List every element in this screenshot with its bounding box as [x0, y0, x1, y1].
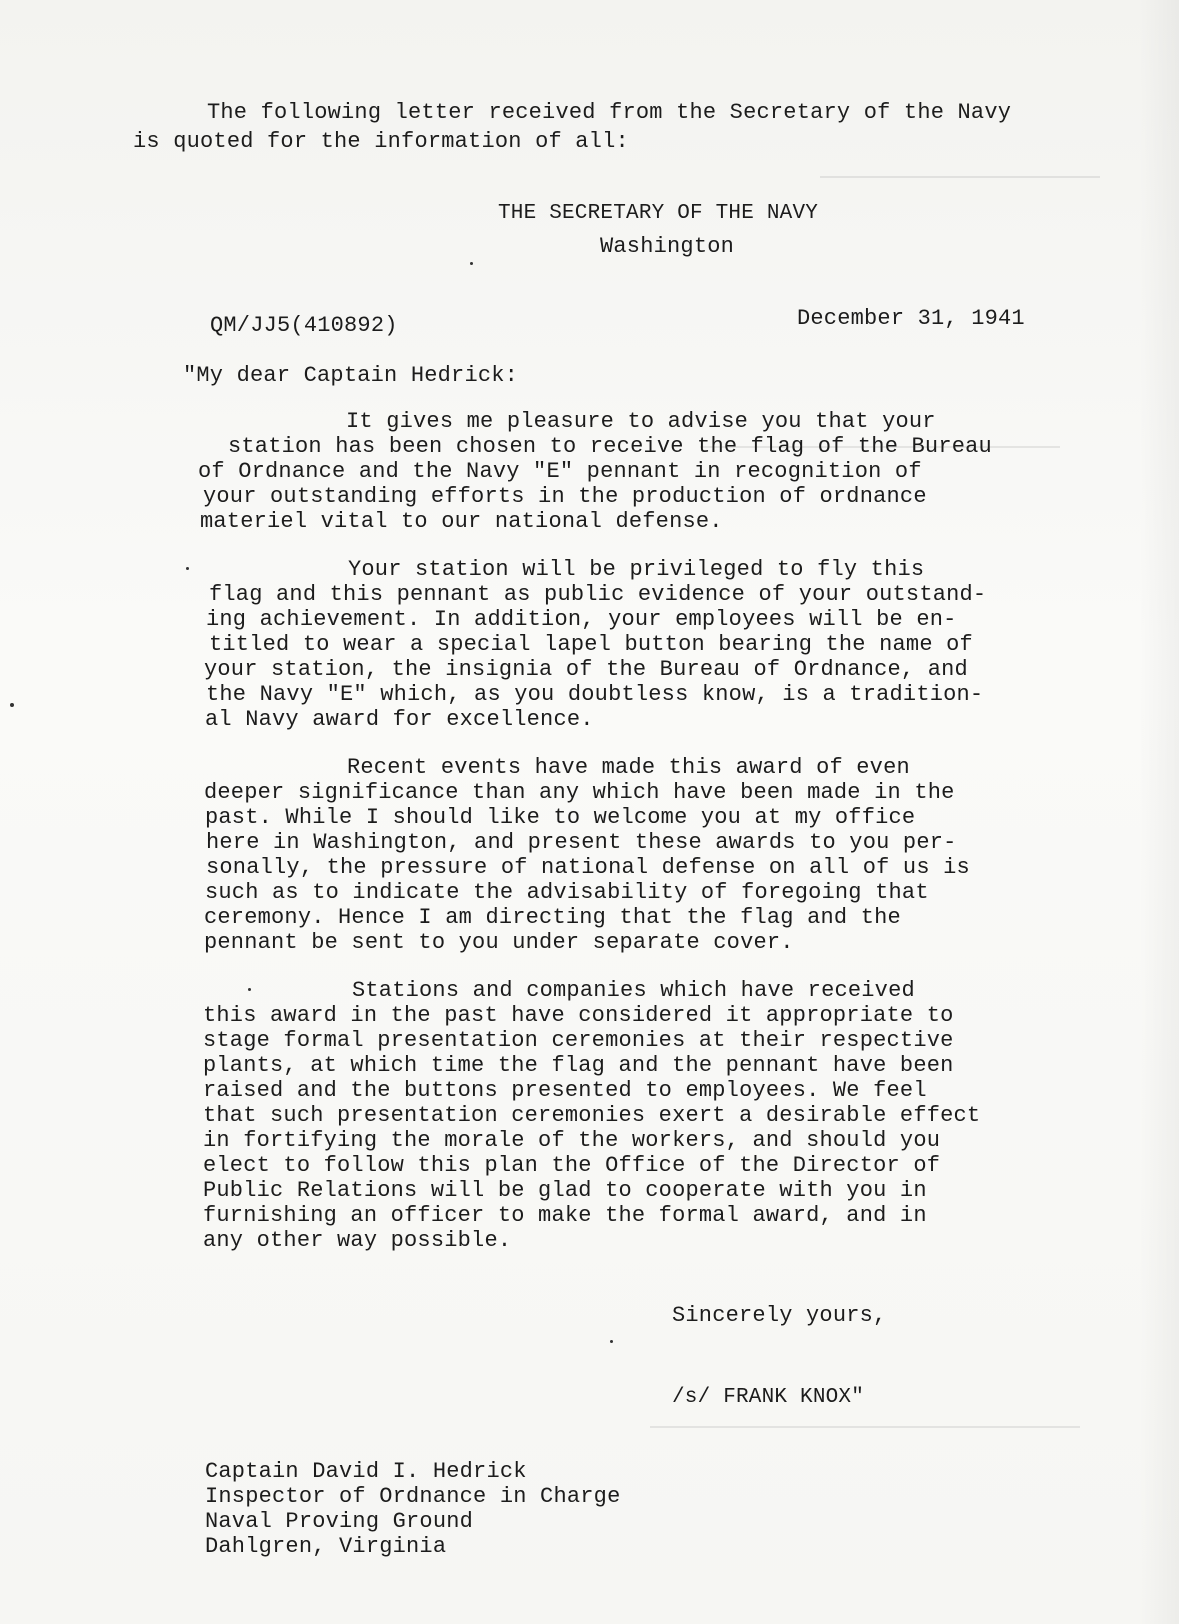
paragraph-line: station has been chosen to receive the flag of the Bureau: [228, 434, 992, 459]
paragraph-line: al Navy award for excellence.: [205, 707, 594, 732]
letter-date: December 31, 1941: [797, 306, 1025, 331]
intro-line: is quoted for the information of all:: [133, 129, 629, 154]
paragraph-line: Your station will be privileged to fly this: [348, 557, 925, 582]
ink-speck: [470, 262, 473, 265]
addressee-line: Naval Proving Ground: [205, 1509, 474, 1534]
paragraph-line: Public Relations will be glad to cooperate with you in: [203, 1178, 927, 1203]
closing: Sincerely yours,: [672, 1303, 887, 1328]
paragraph-line: pennant be sent to you under separate cover.: [204, 930, 794, 955]
ink-speck: [10, 703, 14, 707]
paragraph-line: this award in the past have considered it appropriate to: [203, 1003, 954, 1028]
reference-code: QM/JJ5(410892): [210, 313, 398, 338]
paragraph-line: furnishing an officer to make the formal award, and in: [203, 1203, 927, 1228]
paragraph-line: Stations and companies which have received: [352, 978, 915, 1003]
paragraph-line: raised and the buttons presented to employees. We feel: [203, 1078, 927, 1103]
paragraph-line: any other way possible.: [203, 1228, 512, 1253]
paragraph-line: deeper significance than any which have been made in the: [204, 780, 955, 805]
page-edge-shadow: [1139, 0, 1179, 1624]
signature: /s/ FRANK KNOX": [672, 1386, 865, 1409]
paragraph-line: titled to wear a special lapel button bearing the name of: [209, 632, 973, 657]
paragraph-line: ceremony. Hence I am directing that the flag and the: [204, 905, 901, 930]
paragraph-line: such as to indicate the advisability of foregoing that: [205, 880, 929, 905]
paragraph-line: that such presentation ceremonies exert a desirable effect: [203, 1103, 981, 1128]
bleed-through-mark: [820, 150, 1100, 178]
paragraph-line: the Navy "E" which, as you doubtless know, is a tradition-: [206, 682, 984, 707]
addressee-line: Inspector of Ordnance in Charge: [205, 1484, 621, 1509]
ink-speck: [186, 567, 189, 570]
letterhead-title: THE SECRETARY OF THE NAVY: [498, 202, 819, 225]
paragraph-line: plants, at which time the flag and the pennant have been: [203, 1053, 954, 1078]
paragraph-line: Recent events have made this award of even: [347, 755, 910, 780]
paragraph-line: here in Washington, and present these awards to you per-: [206, 830, 957, 855]
letterhead-location: Washington: [600, 234, 735, 259]
paragraph-line: materiel vital to our national defense.: [200, 509, 723, 534]
paragraph-line: It gives me pleasure to advise you that your: [346, 409, 936, 434]
ink-speck: [248, 988, 251, 991]
addressee-line: Captain David I. Hedrick: [205, 1459, 527, 1484]
paragraph-line: past. While I should like to welcome you at my office: [205, 805, 916, 830]
intro-line: The following letter received from the Secretary of the Navy: [207, 100, 1012, 125]
paragraph-line: your station, the insignia of the Bureau of Ordnance, and: [204, 657, 968, 682]
paragraph-line: elect to follow this plan the Office of the Director of: [203, 1153, 941, 1178]
paragraph-line: stage formal presentation ceremonies at their respective: [203, 1028, 954, 1053]
paragraph-line: your outstanding efforts in the production of ordnance: [203, 484, 927, 509]
addressee-line: Dahlgren, Virginia: [205, 1534, 447, 1559]
ink-speck: [610, 1340, 613, 1343]
paragraph-line: flag and this pennant as public evidence of your outstand-: [209, 582, 987, 607]
paragraph-line: sonally, the pressure of national defense on all of us is: [206, 855, 970, 880]
paragraph-line: ing achievement. In addition, your employees will be en-: [206, 607, 957, 632]
salutation: "My dear Captain Hedrick:: [183, 363, 519, 388]
paragraph-line: of Ordnance and the Navy "E" pennant in recognition of: [198, 459, 922, 484]
paragraph-line: in fortifying the morale of the workers, and should you: [203, 1128, 941, 1153]
